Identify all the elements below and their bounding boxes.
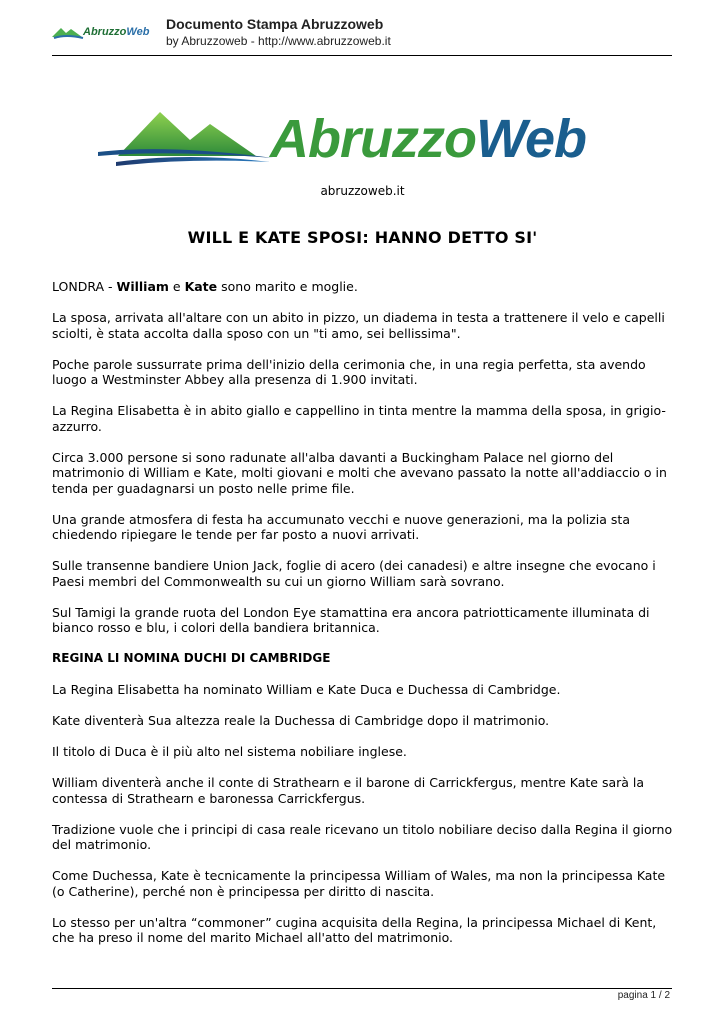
paragraph: Kate diventerà Sua altezza reale la Duchessa di Cambridge dopo il matrimonio. xyxy=(52,713,550,728)
article-body xyxy=(52,279,677,961)
footer-divider xyxy=(52,988,672,989)
article-title: WILL E KATE SPOSI: HANNO DETTO SI' xyxy=(187,228,538,247)
paragraph: La sposa, arrivata all'altare con un abito in pizzo, un diadema in testa a trattenere il velo e capelli sciolti, è stata accolta dalla sposo con un "ti amo, sei bellissima". xyxy=(52,310,665,341)
abruzzoweb-logo xyxy=(98,106,608,178)
paragraph: Sulle transenne bandiere Union Jack, foglie di acero (dei canadesi) e altre insegne che evocano i Paesi membri del Commonwealth su cui un giorno William sarà sovrano. xyxy=(52,558,656,589)
lead-suffix: sono marito e moglie. xyxy=(217,279,358,294)
page-number: pagina 1 / 2 xyxy=(617,990,670,1001)
site-name: abruzzoweb.it xyxy=(320,184,405,198)
mountain-logo-icon xyxy=(98,106,273,178)
paragraph: Circa 3.000 persone si sono radunate all'alba davanti a Buckingham Palace nel giorno del matrimonio di William e Kate, molti giovani e molti che avevano passato la notte all'addiaccio o in tenda per guadagnarsi un posto nelle prime file. xyxy=(52,449,667,496)
logo-text-b: Web xyxy=(475,109,586,169)
lead-mid: e xyxy=(168,279,185,294)
header-logo-text-b: Web xyxy=(126,26,150,38)
paragraph: Lo stesso per un'altra “commoner” cugina acquisita della Regina, la principessa Michael di Kent, che ha preso il nome del marito Michael all'atto del matrimonio. xyxy=(52,914,657,945)
header-logo-text-a: Abruzzo xyxy=(83,26,127,38)
header-logo xyxy=(52,25,152,45)
paragraph: Come Duchessa, Kate è tecnicamente la principessa William of Wales, ma non la principessa Kate (o Catherine), perché non è principessa per diritto di nascita. xyxy=(52,868,666,899)
paragraph: Tradizione vuole che i principi di casa reale ricevano un titolo nobiliare deciso dalla Regina il giorno del matrimonio. xyxy=(52,821,673,852)
logo-wordmark xyxy=(270,108,586,170)
paragraph: Poche parole sussurrate prima dell'inizio della cerimonia che, in una regia perfetta, sta avendo luogo a Westminster Abbey alla presenza di 1.900 invitati. xyxy=(52,356,646,387)
header-subtitle: by Abruzzoweb - http://www.abruzzoweb.it xyxy=(166,34,391,48)
lead-paragraph xyxy=(52,279,677,295)
mountain-icon xyxy=(52,25,84,41)
paragraph: La Regina Elisabetta è in abito giallo e cappellino in tinta mentre la mamma della sposa, in grigio-azzurro. xyxy=(52,403,666,434)
paragraph: William diventerà anche il conte di Strathearn e il barone di Carrickfergus, mentre Kate sarà la contessa di Strathearn e baronessa Carrickfergus. xyxy=(52,775,645,806)
paragraph: Una grande atmosfera di festa ha accumunato vecchi e nuove generazioni, ma la polizia sta chiedendo ripiegare le tende per far posto a nuovi arrivati. xyxy=(52,511,630,542)
paragraph: La Regina Elisabetta ha nominato William e Kate Duca e Duchessa di Cambridge. xyxy=(52,682,561,697)
paragraph: Sul Tamigi la grande ruota del London Eye stamattina era ancora patriotticamente illuminata di bianco rosso e blu, i colori della bandiera britannica. xyxy=(52,604,650,635)
paragraph: Il titolo di Duca è il più alto nel sistema nobiliare inglese. xyxy=(52,744,407,759)
lead-prefix: LONDRA - xyxy=(52,279,117,294)
subheading: REGINA LI NOMINA DUCHI DI CAMBRIDGE xyxy=(52,651,331,665)
header-title: Documento Stampa Abruzzoweb xyxy=(166,16,384,32)
print-header xyxy=(52,14,672,56)
header-divider xyxy=(52,55,672,56)
header-logo-wordmark xyxy=(83,26,149,38)
lead-name-william: William xyxy=(116,279,169,294)
logo-text-a: Abruzzo xyxy=(270,109,476,169)
lead-name-kate: Kate xyxy=(184,279,218,294)
